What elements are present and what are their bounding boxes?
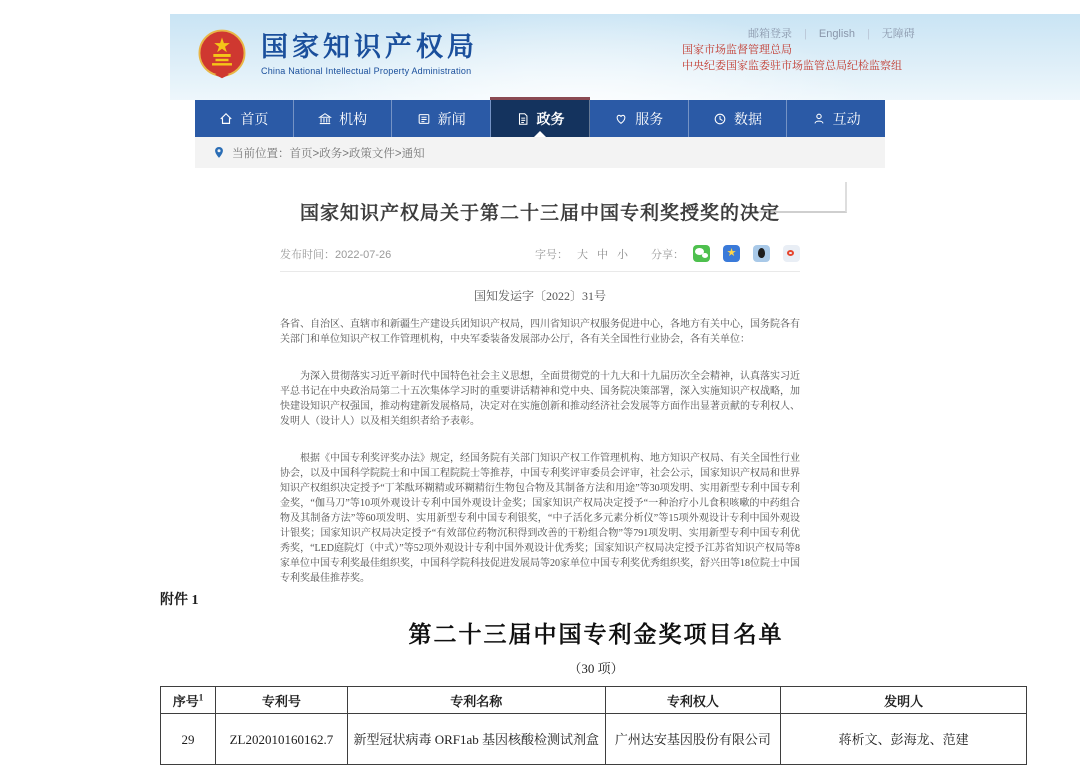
page-title: 国家知识产权局关于第二十三届中国专利奖授奖的决定 [299, 203, 780, 224]
nav-tab-label: 新闻 [437, 110, 466, 127]
table-header-row [161, 687, 1027, 714]
table-row [161, 714, 1027, 765]
news-icon [417, 112, 431, 126]
link-separator: | [804, 28, 807, 40]
font-size-medium-button[interactable]: 中 [597, 248, 608, 261]
service-heart-icon [614, 112, 628, 126]
attachment-section [160, 589, 1032, 765]
header-footnote-mark: 1 [198, 692, 204, 703]
article-paragraph-salutation: 各省、自治区、直辖市和新疆生产建设兵团知识产权局，四川省知识产权服务促进中心，各地方有关中心，国务院各有关部门和单位知识产权工作管理机构，中央军委装备发展部办公厅，各有关全国性行业协会，各有关单位： [280, 319, 800, 345]
nav-tab-data[interactable] [689, 100, 788, 137]
meta-tools [535, 245, 800, 262]
nav-tab-services[interactable] [590, 100, 689, 137]
document-number: 国知发运字〔2022〕31号 [473, 289, 606, 303]
attachment-label: 附件 1 [160, 593, 199, 608]
utility-links [682, 27, 915, 42]
publish-time-label: 发布时间： [280, 248, 335, 261]
breadcrumb-label: 当前位置： [232, 147, 290, 160]
org-link-samr[interactable]: 国家市场监督管理总局 [682, 44, 792, 56]
nav-tab-government-affairs[interactable] [491, 100, 590, 137]
qq-icon[interactable] [753, 245, 770, 262]
logo-text [261, 32, 478, 76]
bank-icon [318, 112, 332, 126]
attachment-title: 第二十三届中国专利金奖项目名单 [408, 622, 784, 647]
cell-patent-number: ZL202010160162.7 [215, 714, 347, 765]
site-logo[interactable] [196, 28, 478, 80]
site-banner [170, 14, 1080, 100]
col-header-patent-number: 专利号 [215, 687, 347, 714]
nav-tab-label: 机构 [339, 110, 368, 127]
font-size-large-button[interactable]: 大 [577, 248, 588, 261]
link-separator: | [866, 28, 870, 40]
col-header-patent-name: 专利名称 [347, 687, 605, 714]
col-header-serial: 序号$^1$ [161, 687, 216, 714]
publish-date: 2022-07-26 [335, 248, 392, 261]
data-clock-icon [713, 112, 727, 126]
weibo-icon[interactable] [783, 245, 800, 262]
nav-tab-label: 首页 [240, 110, 269, 127]
cell-patentee: 广州达安基因股份有限公司 [605, 714, 781, 765]
home-icon [219, 112, 233, 126]
cell-patent-name: 新型冠状病毒 ORF1ab 基因核酸检测试剂盒 [347, 714, 605, 765]
article [195, 168, 885, 608]
col-header-inventor: 发明人 [781, 687, 1027, 714]
nav-tab-label: 政务 [536, 110, 565, 127]
accessibility-link[interactable]: 无障碍 [881, 28, 915, 40]
nav-tab-label: 服务 [635, 110, 664, 127]
article-body [280, 317, 800, 586]
breadcrumb [195, 137, 885, 168]
org-link-discipline[interactable]: 中央纪委国家监委驻市场监管总局纪检监察组 [682, 60, 902, 72]
nav-tab-interaction[interactable] [787, 100, 885, 137]
font-size-small-button[interactable]: 小 [617, 248, 628, 261]
article-paragraph: 为深入贯彻落实习近平新时代中国特色社会主义思想，全面贯彻党的十九大和十九届历次全会精神，认真落实习近平总书记在中央政治局第二十五次集体学习时的重要讲话精神和党中央、国务院决策部署，深入实施知识产权战略，加快建设知识产权强国，推动构建新发展格局，决定对在实施创新和推动经济社会发展等方面作出显著贡献的专利权人、发明人（设计人）以及相关组织者给予表彰。 [280, 371, 800, 427]
site-subtitle: China National Intellectual Property Administration [261, 66, 472, 76]
banner-links [682, 27, 915, 74]
article-meta [280, 245, 800, 272]
breadcrumb-path[interactable]: 首页>政务>政策文件>通知 [289, 147, 425, 160]
nav-tab-news[interactable] [392, 100, 491, 137]
publish-time [280, 246, 391, 262]
qzone-icon[interactable]: ★ [723, 245, 740, 262]
gold-award-table [160, 686, 1027, 765]
share-buttons [693, 245, 800, 262]
location-pin-icon [213, 146, 225, 160]
mail-login-link[interactable]: 邮箱登录 [748, 28, 792, 40]
site-title: 国家知识产权局 [261, 32, 478, 62]
nav-tab-agency[interactable] [294, 100, 393, 137]
col-header-patentee: 专利权人 [605, 687, 781, 714]
national-emblem-icon [196, 28, 248, 80]
main-nav [195, 100, 885, 137]
wechat-icon[interactable] [693, 245, 710, 262]
english-link[interactable]: English [818, 28, 855, 40]
cell-serial: 29 [161, 714, 216, 765]
article-paragraph: 根据《中国专利奖评奖办法》规定，经国务院有关部门知识产权工作管理机构、地方知识产权局、有关全国性行业协会，以及中国科学院院士和中国工程院院士等推荐，中国专利奖评审委员会评审，社会公示，国家知识产权局和世界知识产权组织决定授予“丁苯酞环糊精或环糊精衍生物包合物及其制备方法和用途”等30项发明、实用新型专利中国专利金奖，“伽马刀”等10项外观设计专利中国外观设计金奖；国家知识产权局决定授予“一种治疗小儿食积咳嗽的中药组合物及其制备方法”等60项发明、实用新型专利中国专利银奖，“中子活化多元素分析仪”等15项外观设计专利中国外观设计银奖；国家知识产权局决定授予“有效部位药物沉积得到改善的干粉组合物”等791项发明、实用新型专利中国专利优秀奖，“LED庭院灯（中式）”等52项外观设计专利中国外观设计优秀奖；国家知识产权局决定授予江苏省知识产权局等8家单位中国专利奖最佳组织奖，中国科学院科技促进发展局等20家单位中国专利奖优秀组织奖，舒兴田等18位院士中国专利奖最佳推荐奖。 [280, 453, 800, 584]
document-icon [516, 112, 530, 126]
share-label: 分享： [651, 248, 684, 261]
nav-tab-label: 数据 [733, 110, 762, 127]
interact-person-icon [812, 112, 826, 126]
nav-tab-home[interactable] [195, 100, 294, 137]
font-size-label: 字号： [535, 248, 568, 261]
attachment-count: （30 项） [568, 661, 624, 676]
nav-tab-label: 互动 [832, 110, 861, 127]
cell-inventor: 蒋析文、彭海龙、范建 [781, 714, 1027, 765]
